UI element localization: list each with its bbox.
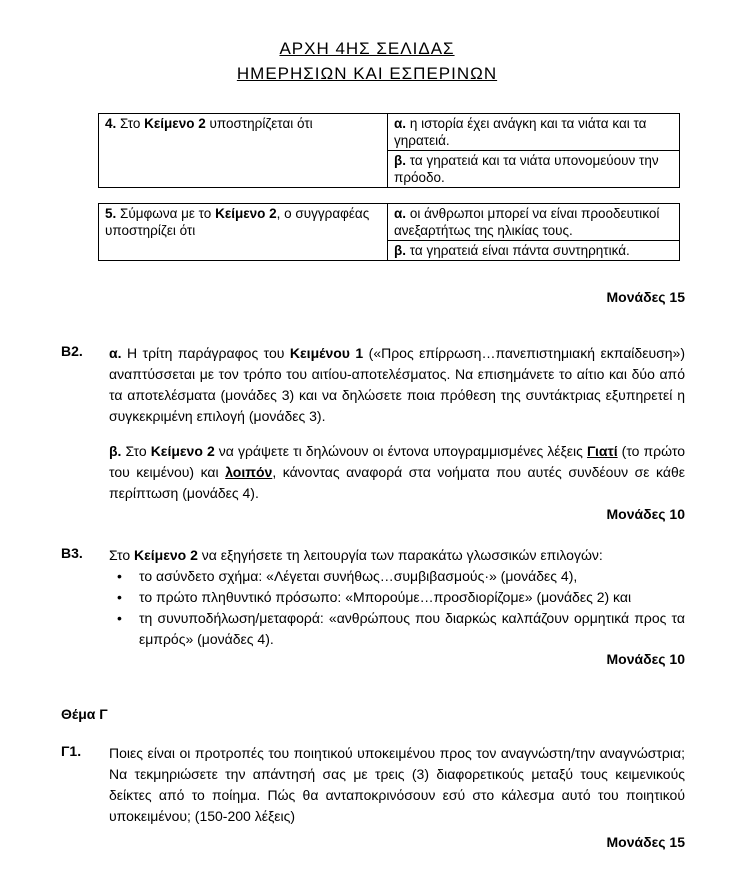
underlined-word: Γιατί [586, 443, 618, 459]
paragraph-text: , κάνοντας αναφορά στα νοήματα που αυτές συνδέουν σε κάθε περίπτωση (μονάδες 4). [109, 464, 686, 501]
option-label: β. [394, 153, 406, 168]
paragraph-text: Στο [121, 443, 151, 459]
option-b [388, 151, 680, 188]
sub-label: β. [109, 443, 122, 459]
question-b3-label: Β3. [61, 545, 83, 561]
points-label: Μονάδες 15 [606, 834, 685, 850]
text-reference: Κείμενο 2 [215, 206, 277, 221]
question-b2a-text [109, 343, 685, 427]
option-a [388, 204, 680, 241]
option-text: τα γηρατειά και τα νιάτα υπονομεύουν την πρόοδο. [394, 153, 659, 185]
text-reference: Κείμενο 2 [144, 116, 206, 131]
question-5-table [98, 203, 680, 261]
option-text: οι άνθρωποι μπορεί να είναι προοδευτικοί ανεξαρτήτως της ηλικίας τους. [394, 206, 660, 238]
paragraph-text: να εξηγήσετε τη λειτουργία των παρακάτω γλωσσικών επιλογών: [197, 547, 603, 563]
question-number: 4. [105, 116, 117, 131]
list-item: • τη συνυποδήλωση/μεταφορά: «ανθρώπους που διαρκώς καλπάζουν ορμητικά προς τα εμπρός» (μονάδες 4). [109, 608, 685, 650]
option-label: α. [394, 206, 407, 221]
question-g1-text: Ποιες είναι οι προτροπές του ποιητικού υποκειμένου προς τον αναγνώστη/την αναγνώστρια; Να τεκμηριώσετε την απάντησή σας με τρεις (3) διαφορετικούς μεταξύ τους κειμενικούς δείκτες από το ποίημα. Πώς θα ανταποκρινόσουν εσύ στο κάλεσμα αυτό του ποιητικού υποκειμένου; (150-200 λέξεις) [109, 745, 685, 824]
question-number: 5. [105, 206, 117, 221]
text-reference: Κείμενο 2 [150, 443, 215, 459]
question-g1-label: Γ1. [61, 743, 82, 759]
sub-label: α. [109, 345, 122, 361]
paragraph-text: Η τρίτη παράγραφος του [121, 345, 290, 361]
option-text: τα γηρατειά είναι πάντα συντηρητικά. [406, 243, 630, 258]
option-text: η ιστορία έχει ανάγκη και τα νιάτα και τα γηρατειά. [394, 116, 647, 148]
points-label: Μονάδες 15 [606, 289, 685, 305]
option-label: α. [394, 116, 407, 131]
paragraph-text: (το πρώτο του κειμένου) και [109, 443, 685, 480]
question-5-stem [99, 204, 388, 261]
paragraph-text: Στο [109, 547, 134, 563]
question-text: Σύμφωνα με το [116, 206, 216, 221]
option-b [388, 241, 680, 261]
points-label: Μονάδες 10 [606, 506, 685, 522]
section-title: Θέμα Γ [61, 706, 108, 722]
page-header-line2: ΗΜΕΡΗΣΙΩΝ ΚΑΙ ΕΣΠΕΡΙΝΩΝ [236, 64, 498, 83]
option-a [388, 114, 680, 151]
question-b2b-text [109, 441, 685, 504]
question-text: υποστηρίζεται ότι [205, 116, 313, 131]
text-reference: Κειμένου 1 [289, 345, 364, 361]
question-text: Στο [116, 116, 145, 131]
question-4-table [98, 113, 680, 188]
points-label: Μονάδες 10 [606, 651, 685, 667]
text-reference: Κείμενο 2 [134, 547, 198, 563]
question-4-stem [99, 114, 388, 188]
question-b3-list [109, 566, 685, 650]
list-item: • το ασύνδετο σχήμα: «Λέγεται συνήθως…συμβιβασμούς·» (μονάδες 4), [109, 566, 685, 587]
page-header-line1: ΑΡΧΗ 4ΗΣ ΣΕΛΙΔΑΣ [279, 39, 455, 58]
question-b2-label: Β2. [61, 343, 83, 359]
underlined-word: λοιπόν [225, 464, 273, 480]
option-label: β. [394, 243, 406, 258]
question-text: , ο συγγραφέας υποστηρίζει ότι [105, 206, 370, 238]
paragraph-text: να γράψετε τι δηλώνουν οι έντονα υπογραμμισμένες λέξεις [214, 443, 587, 459]
list-item: • το πρώτο πληθυντικό πρόσωπο: «Μπορούμε…προσδιορίζομε» (μονάδες 2) και [109, 587, 685, 608]
question-b3-intro [109, 545, 685, 566]
paragraph-text: («Προς επίρρωση…πανεπιστημιακή εκπαίδευση») αναπτύσσεται με τον τρόπο του αιτίου-αποτελέσματος. Να επισημάνετε το αίτιο και δύο από τα αποτελέσματα (μονάδες 3) και να δηλώσετε ποια πρόθεση της συντάκτριας εξυπηρετεί η συγκεκριμένη επιλογή (μονάδες 3). [109, 345, 685, 424]
